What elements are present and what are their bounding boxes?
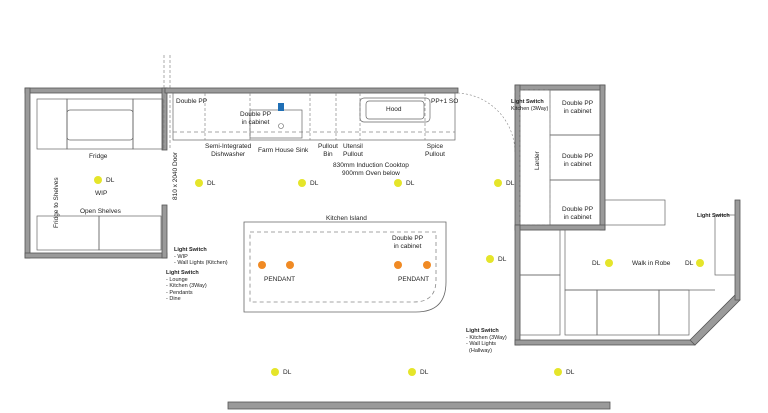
label-walk-in-robe: Walk in Robe — [632, 260, 671, 267]
label-pullout-bin: Pullout Bin — [318, 143, 338, 158]
downlight-label: DL — [566, 369, 575, 376]
downlight-label: DL — [283, 369, 292, 376]
downlight-label: DL — [310, 180, 319, 187]
switch-title: Light Switch — [466, 328, 499, 334]
switch-title: Light Switch — [166, 270, 199, 276]
downlight-label: DL — [207, 180, 216, 187]
downlight — [94, 176, 102, 184]
switch-item: - Wall Lights — [466, 341, 497, 347]
label-double-pp-r3: Double PP in cabinet — [562, 206, 594, 221]
light-switch-top-right — [511, 99, 548, 112]
label-fridge: Fridge — [89, 153, 108, 160]
label-double-pp-r2: Double PP in cabinet — [562, 153, 594, 168]
label-door-810: 810 x 2040 Door — [172, 151, 179, 200]
pendants — [258, 261, 431, 269]
label-spice-pullout: Spice Pullout — [425, 143, 445, 158]
downlight — [605, 259, 613, 267]
downlight — [696, 259, 704, 267]
downlight-label: DL — [592, 260, 601, 267]
label-double-pp-left: Double PP — [176, 98, 208, 105]
switch-item: (Hallway) — [466, 347, 492, 354]
light-switch-left-a — [174, 247, 228, 267]
kitchen-counter — [173, 93, 455, 140]
label-induction-cooktop: 830mm Induction Cooktop 900mm Oven below — [333, 162, 409, 177]
switch-item: - Dine — [166, 296, 181, 302]
downlight-label: DL — [106, 177, 115, 184]
label-double-pp-sink: Double PP in cabinet — [240, 111, 272, 126]
downlight-label: DL — [685, 260, 694, 267]
label-utensil-pullout: Utensil Pullout — [343, 143, 363, 158]
label-pp1-so: PP+1 SO — [431, 98, 459, 105]
label-dishwasher: Semi-Integrated Dishwasher — [205, 143, 252, 158]
switch-item: - Wall Lights (Kitchen) — [174, 260, 228, 266]
label-kitchen-island: Kitchen Island — [326, 215, 367, 222]
label-larder: Larder — [534, 151, 541, 170]
downlight — [271, 368, 279, 376]
label-fridge-to-shelves: Fridge to Shelves — [53, 177, 60, 228]
downlight — [195, 179, 203, 187]
downlight-label: DL — [406, 180, 415, 187]
label-pendant-right: PENDANT — [398, 276, 430, 283]
sink-tap-icon — [278, 103, 284, 129]
label-farm-house-sink: Farm House Sink — [258, 147, 309, 154]
downlight-label: DL — [506, 180, 515, 187]
downlight — [554, 368, 562, 376]
light-switch-far-right — [697, 213, 730, 220]
downlight — [494, 179, 502, 187]
label-wip: WIP — [95, 190, 108, 197]
switch-item: Kitchen (3Way) — [511, 105, 549, 112]
label-double-pp-r1: Double PP in cabinet — [562, 100, 594, 115]
switch-item: - Pendants — [166, 289, 193, 296]
switch-item: - WIP — [174, 253, 188, 260]
label-hood: Hood — [386, 106, 402, 113]
bottom-wall — [228, 402, 610, 409]
walk-in-robe — [515, 200, 740, 345]
downlight — [298, 179, 306, 187]
switch-item: - Kitchen (3Way) — [466, 334, 507, 341]
label-open-shelves: Open Shelves — [80, 208, 121, 215]
kitchen-back-wall — [165, 88, 458, 93]
downlight-label: DL — [498, 256, 507, 263]
switch-item: - Kitchen (3Way) — [166, 283, 207, 289]
switch-title: Light Switch — [697, 213, 730, 219]
downlight — [486, 255, 494, 263]
pendant-light — [394, 261, 402, 269]
label-double-pp-island: Double PP in cabinet — [392, 235, 424, 250]
pendant-light — [423, 261, 431, 269]
downlight — [394, 179, 402, 187]
pendant-light — [258, 261, 266, 269]
light-switch-left-b — [166, 270, 207, 303]
label-pendant-left: PENDANT — [264, 276, 296, 283]
left-room-walls — [25, 88, 167, 258]
downlight-label: DL — [420, 369, 429, 376]
switch-title: Light Switch — [511, 99, 544, 105]
light-switch-bottom — [466, 328, 507, 354]
switch-item: - Lounge — [166, 276, 188, 283]
pendant-light — [286, 261, 294, 269]
door-swing — [458, 93, 515, 152]
downlight — [408, 368, 416, 376]
switch-title: Light Switch — [174, 247, 207, 253]
